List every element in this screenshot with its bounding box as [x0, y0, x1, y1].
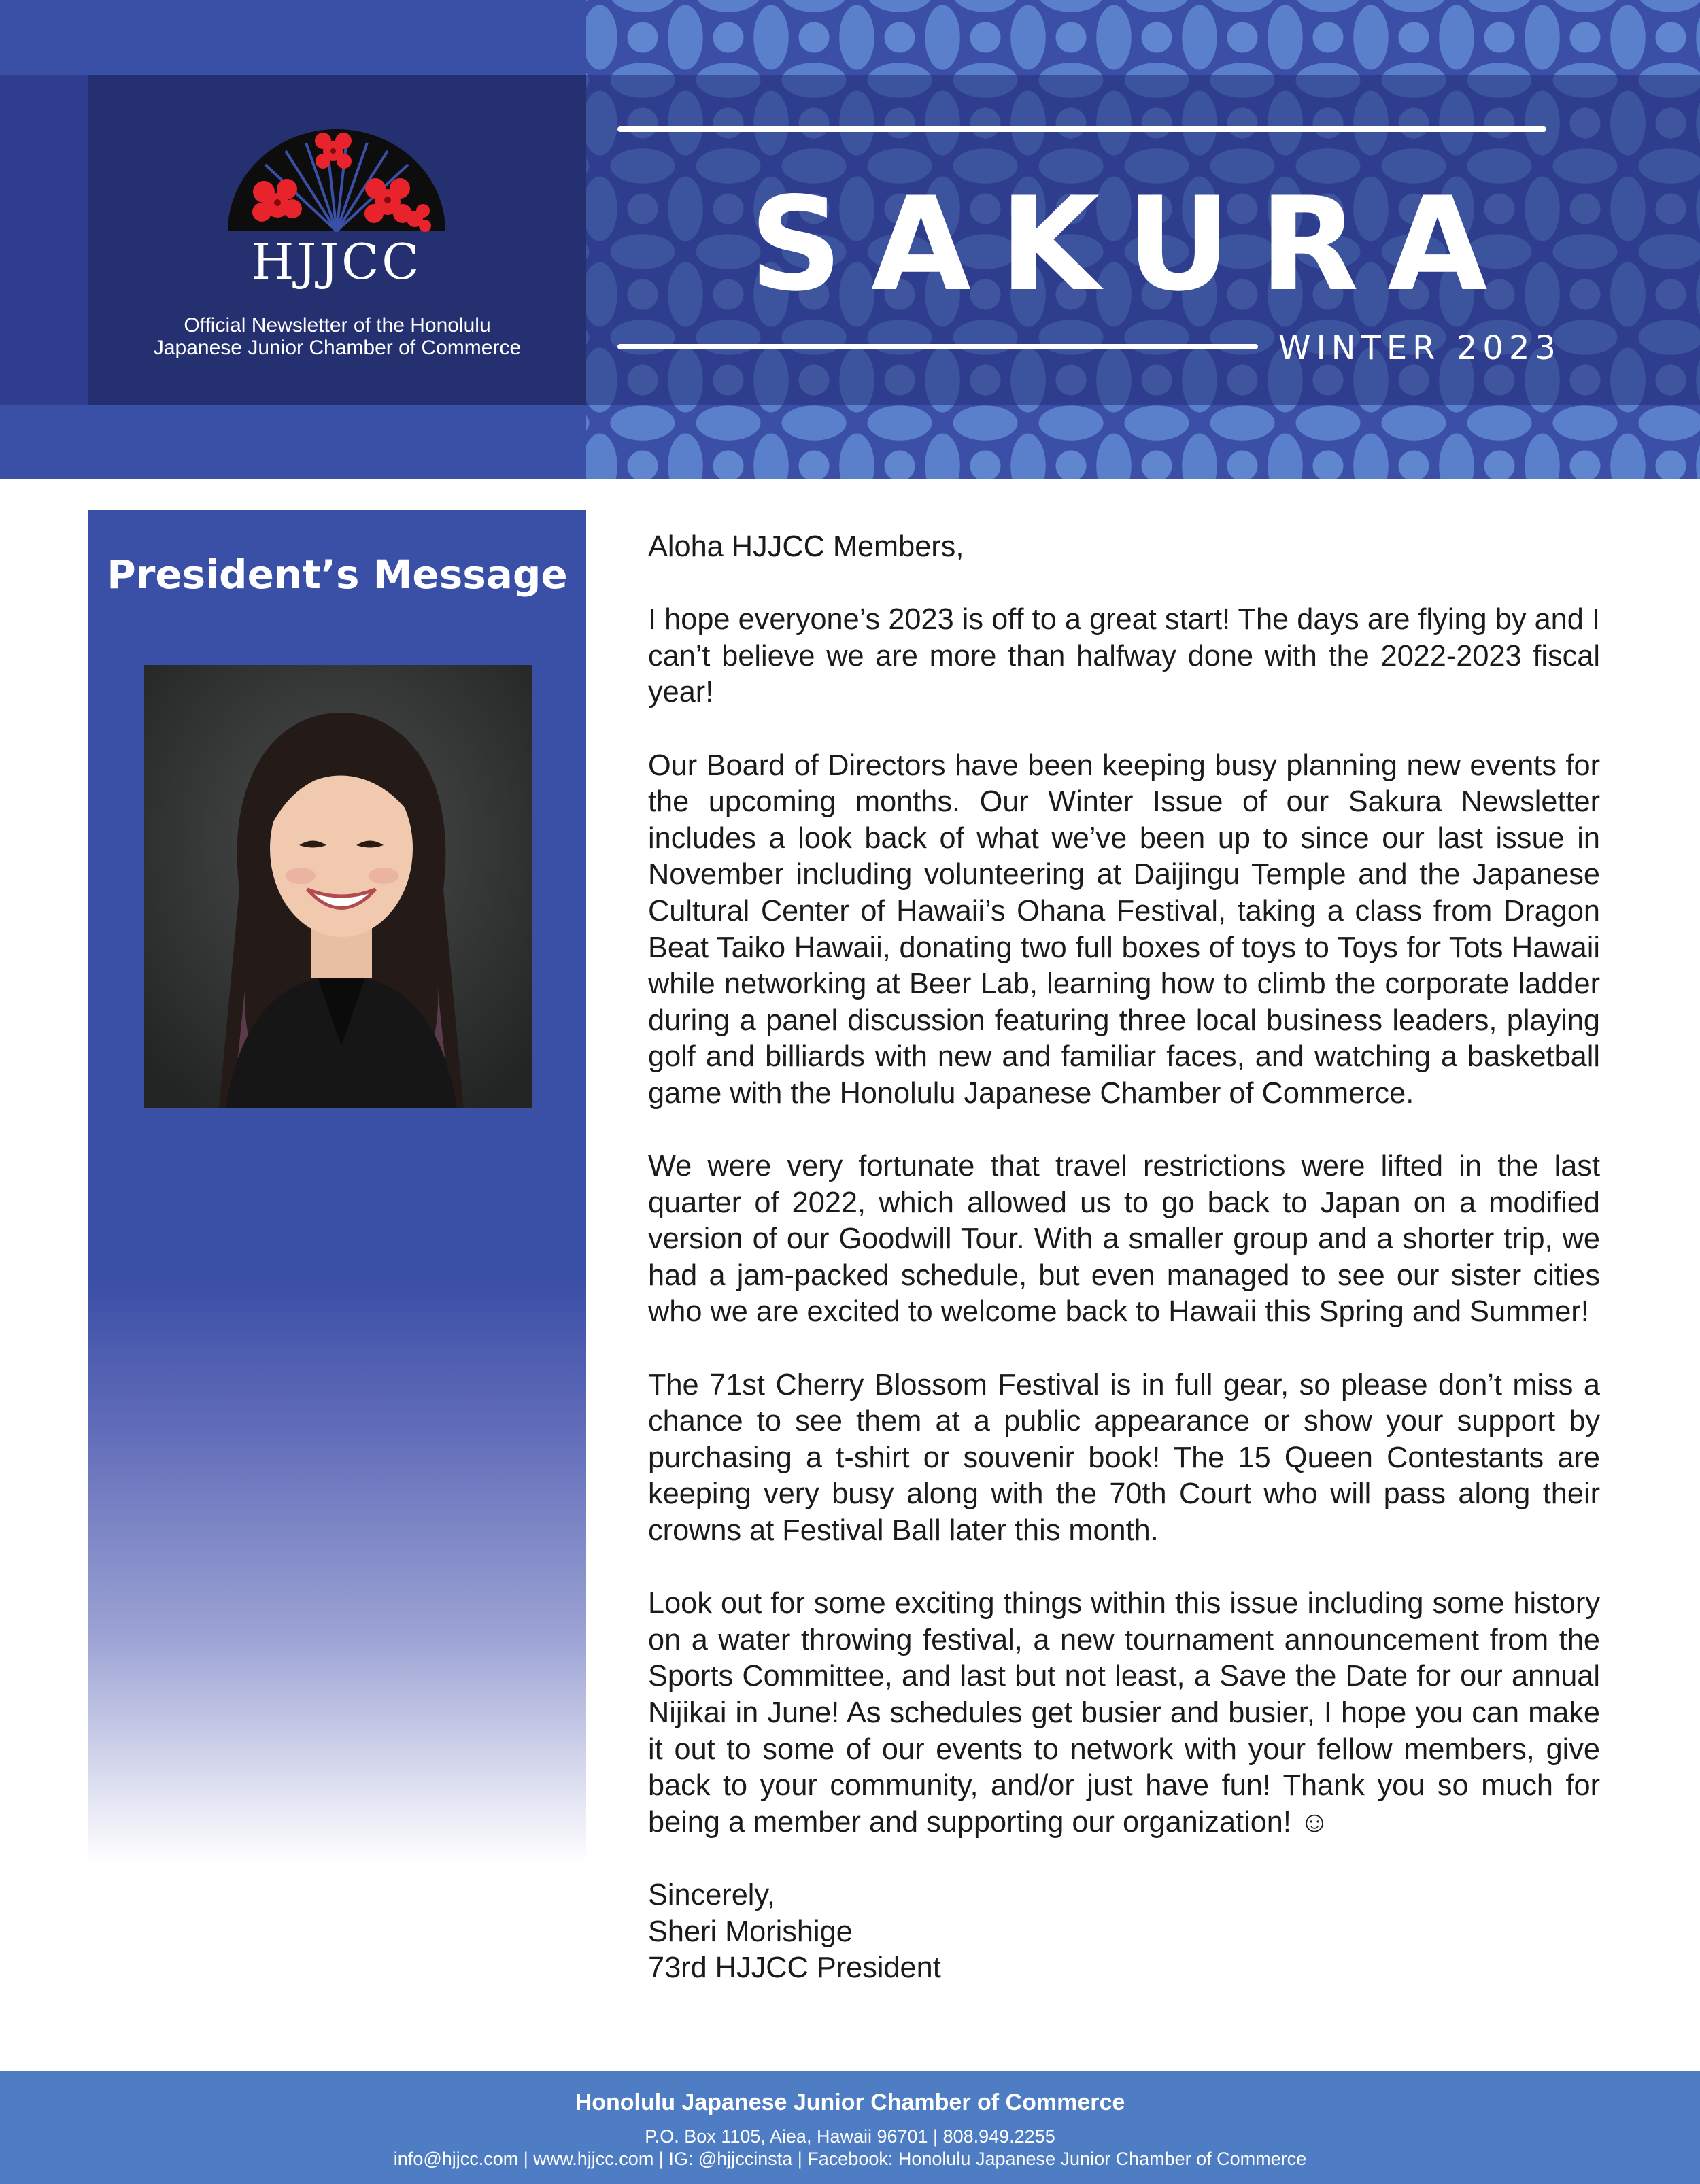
letter-paragraph: Our Board of Directors have been keeping busy planning new events for the upcoming months. Our Winter Issue of our Sakura Newsletter includes a look back of what we’ve been up to since our last issue in November including volunteering at Daijingu Temple and the Japanese Cultural Center of Hawaii’s Ohana Festival, taking a class from Dragon Beat Taiko Hawaii, donating two full boxes of toys to Toys for Tots Hawaii while networking at Beer Lab, learning how to climb the corporate ladder during a panel discussion featuring three local business leaders, playing golf and billiards with new and familiar faces, and watching a basketball game with the Honolulu Japanese Chamber of Commerce.: [648, 749, 1600, 1110]
letter-paragraph: We were very fortunate that travel restrictions were lifted in the last quarter of 2022, which allowed us to go back to Japan on a modified version of our Goodwill Tour. With a smaller group and a shorter trip, we had a jam-packed schedule, but even managed to see our sister cities who we are excited to welcome back to Hawaii this Spring and Summer!: [648, 1150, 1600, 1329]
letter-paragraph: Look out for some exciting things within this issue including some history on a water throwing festival, a new tournament announcement from the Sports Committee, and last but not least, a Save the Date for our annual Nijikai in June! As schedules get busier and busier, I hope you can make it out to some of our events to network with your fellow members, give back to your community, and/or just have fun! Thank you so much for being a member and supporting our organization! ☺: [648, 1587, 1600, 1839]
presidents-letter: [648, 529, 1600, 1987]
footer-org-name: Honolulu Japanese Junior Chamber of Commerce: [575, 2089, 1125, 2115]
letter-signature: [648, 1877, 1600, 1987]
section-title: President’s Message: [107, 551, 568, 598]
masthead-rule-top: [617, 126, 1546, 132]
masthead-title: SAKURA: [749, 169, 1516, 320]
signer-title: 73rd HJJCC President: [648, 1951, 941, 1985]
logo-wordmark: HJJCC: [251, 233, 422, 290]
letter-closing: Sincerely,: [648, 1878, 775, 1911]
newsletter-subtitle-line1: Official Newsletter of the Honolulu: [184, 314, 491, 337]
footer-address: P.O. Box 1105, Aiea, Hawaii 96701 | 808.949.2255: [645, 2126, 1055, 2147]
letter-paragraph: The 71st Cherry Blossom Festival is in full gear, so please don’t miss a chance to see them at a public appearance or show your support by purchasing a t-shirt or souvenir book! The 15 Queen Contestants are keeping very busy along with the 70th Court who will pass along their crowns at Festival Ball later this month.: [648, 1368, 1600, 1548]
letter-greeting: Aloha HJJCC Members,: [648, 530, 964, 563]
president-portrait: [144, 665, 532, 1108]
newsletter-subtitle-line2: Japanese Junior Chamber of Commerce: [153, 337, 522, 359]
masthead-rule-bottom: [617, 344, 1258, 349]
hjjcc-logo: [224, 124, 449, 294]
footer-contact: info@hjjcc.com | www.hjjcc.com | IG: @hjjccinsta | Facebook: Honolulu Japanese Junior Chamber of Commerce: [393, 2149, 1307, 2169]
letter-paragraph: I hope everyone’s 2023 is off to a great start! The days are flying by and I can’t believe we are more than halfway done with the 2022-2023 fiscal year!: [648, 603, 1600, 709]
signer-name: Sheri Morishige: [648, 1915, 853, 1948]
issue-label: WINTER 2023: [1278, 329, 1561, 367]
footer-bar: [0, 2071, 1700, 2184]
